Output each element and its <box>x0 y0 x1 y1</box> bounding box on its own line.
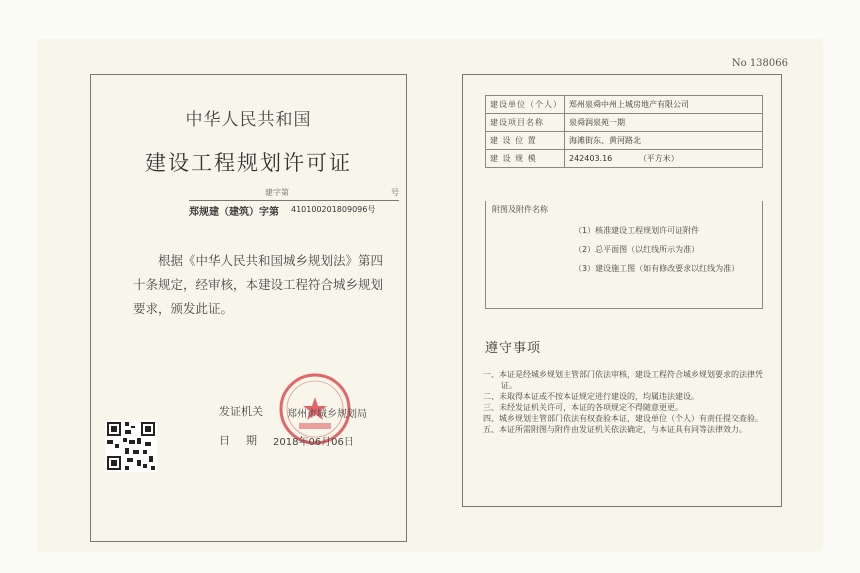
table-row <box>486 96 763 114</box>
certificate-paragraph: 根据《中华人民共和国城乡规划法》第四十条规定，经审核，本建设工程符合城乡规划要求，颁发此证。 <box>133 253 384 316</box>
row-value: 泉舜润泉苑一期 <box>565 114 763 132</box>
issuer-label: 发证机关 <box>219 405 263 418</box>
attachment-item: （1）核准建设工程规划许可证附件 <box>574 226 700 235</box>
scale-value: 242403.16 <box>569 154 613 163</box>
rules-title: 遵守事项 <box>485 341 542 356</box>
row-value <box>565 150 763 168</box>
rule-item: 三、未经发证机关许可，本证的各项规定不得随意更更。 <box>483 403 683 412</box>
qr-code-icon <box>105 420 157 472</box>
permit-number: 410100201809096号 <box>291 205 376 214</box>
row-value: 郑州泉舜中州上城房地产有限公司 <box>565 96 763 114</box>
date-label: 日期 <box>219 434 273 447</box>
rules-list <box>483 369 773 435</box>
row-key: 建设单位（个人） <box>486 96 565 114</box>
attachments-title: 附图及附件名称 <box>492 205 548 214</box>
number-label: 建字第 <box>265 188 289 197</box>
number-line <box>189 188 399 201</box>
certificate-title: 建设工程规划许可证 <box>145 151 352 175</box>
rule-item: 四、城乡规划主管部门依法有权查验本证，建设单位（个人）有责任提交查验。 <box>483 414 763 423</box>
row-value: 海滩街东、黄河路北 <box>565 132 763 150</box>
scale-unit: （平方米） <box>638 154 679 163</box>
table-row <box>486 114 763 132</box>
right-panel <box>462 74 782 507</box>
attachments-box <box>485 201 763 309</box>
rule-item: 五、本证所需附图与附件由发证机关依法确定，与本证具有同等法律效力。 <box>483 425 747 434</box>
country-name: 中华人民共和国 <box>185 110 312 130</box>
rule-item: 二、未取得本证或不按本证规定进行建设的，均属违法建设。 <box>483 392 699 401</box>
attachment-item: （3）建设施工图（如有修改要求以红线为准） <box>574 264 740 273</box>
table-row <box>486 132 763 150</box>
row-key: 建 设 位 置 <box>486 132 565 150</box>
number-suffix: 号 <box>391 188 399 197</box>
issuer-name: 郑州市城乡规划局 <box>287 409 367 420</box>
issue-date: 2018年06月06日 <box>273 437 354 448</box>
row-key: 建 设 规 模 <box>486 150 565 168</box>
table-row <box>486 150 763 168</box>
project-info-table <box>485 95 763 168</box>
permit-prefix: 郑规建（建筑）字第 <box>189 207 279 218</box>
attachment-item: （2）总平面图（以红线所示为准） <box>574 245 700 254</box>
row-key: 建设项目名称 <box>486 114 565 132</box>
rule-item: 一、本证是经城乡规划主管部门依法审核，建设工程符合城乡规划要求的法律凭证。 <box>483 370 763 390</box>
serial-number: No 138066 <box>731 58 788 69</box>
left-panel <box>90 74 407 542</box>
